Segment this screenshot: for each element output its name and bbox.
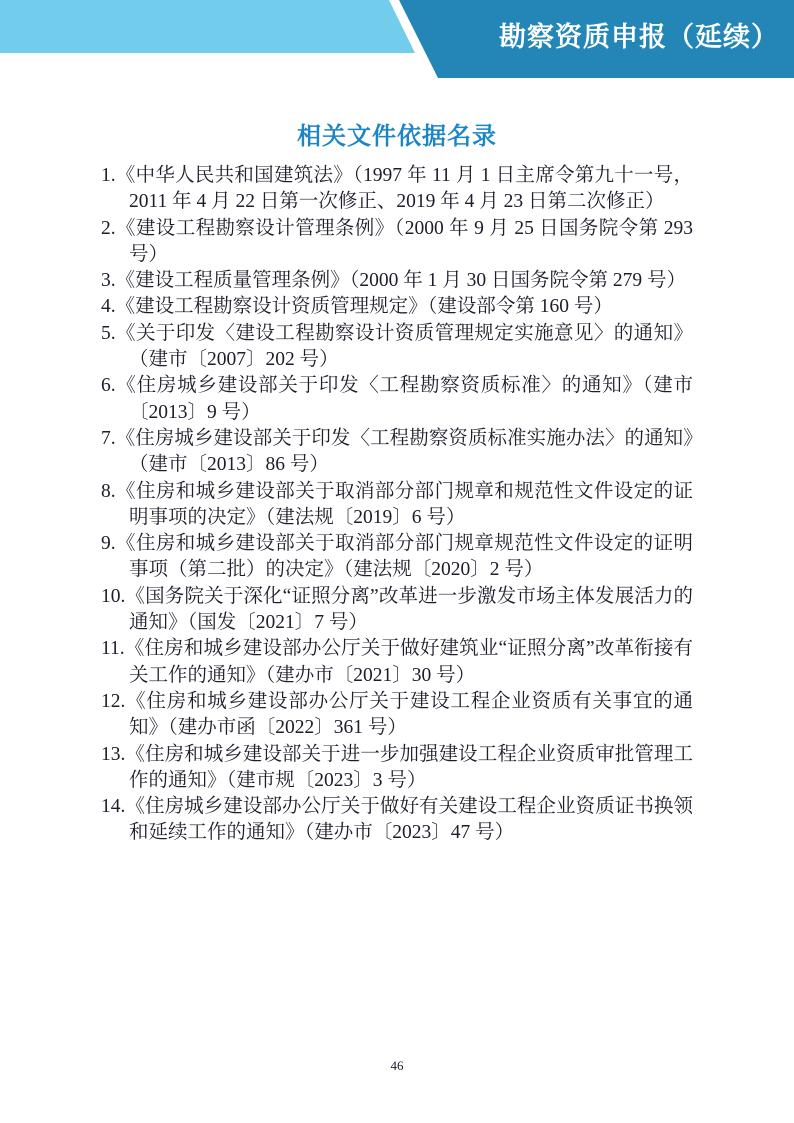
list-item: 8.《住房和城乡建设部关于取消部分部门规章和规范性文件设定的证明事项的决定》（建法规〔2019〕6 号） [101,480,693,528]
list-item: 14.《住房城乡建设部办公厅关于做好有关建设工程企业资质证书换领和延续工作的通知》（建办市〔2023〕47 号） [101,796,693,844]
list-item: 3.《建设工程质量管理条例》（2000 年 1 月 30 日国务院令第 279 号） [101,270,687,292]
document-list [101,163,693,847]
list-item: 11.《住房和城乡建设部办公厅关于做好建筑业“证照分离”改革衔接有关工作的通知》（建办市〔2021〕30 号） [101,638,693,686]
list-item: 7.《住房城乡建设部关于印发〈工程勘察资质标准实施办法〉的通知》（建市〔2013〕86 号） [101,427,693,476]
list-item: 1.《中华人民共和国建筑法》（1997 年 11 月 1 日主席令第九十一号，2011 年 4 月 22 日第一次修正、2019 年 4 月 23 日第二次修正） [101,165,693,213]
list-item: 9.《住房和城乡建设部关于取消部分部门规章规范性文件设定的证明事项（第二批）的决定》（建法规〔2020〕2 号） [101,533,693,581]
banner-title: 勘察资质申报（延续） [499,22,779,52]
list-item: 5.《关于印发〈建设工程勘察设计资质管理规定实施意见〉的通知》（建市〔2007〕202 号） [101,322,693,371]
page-number: 46 [390,1058,404,1073]
list-item: 13.《住房和城乡建设部关于进一步加强建设工程企业资质审批管理工作的通知》（建市规〔2023〕3 号） [101,743,693,791]
document-content [101,0,693,847]
list-item: 4.《建设工程勘察设计资质管理规定》（建设部令第 160 号） [101,296,613,318]
list-item: 2.《建设工程勘察设计管理条例》（2000 年 9 月 25 日国务院令第 293 号） [101,217,693,265]
list-item: 6.《住房城乡建设部关于印发〈工程勘察资质标准〉的通知》（建市〔2013〕9 号） [101,375,693,423]
page-title: 相关文件依据名录 [297,123,497,150]
list-item: 10.《国务院关于深化“证照分离”改革进一步激发市场主体发展活力的通知》（国发〔2021〕7 号） [101,585,693,634]
list-item: 12.《住房和城乡建设部办公厅关于建设工程企业资质有关事宜的通知》（建办市函〔2022〕361 号） [101,690,693,739]
